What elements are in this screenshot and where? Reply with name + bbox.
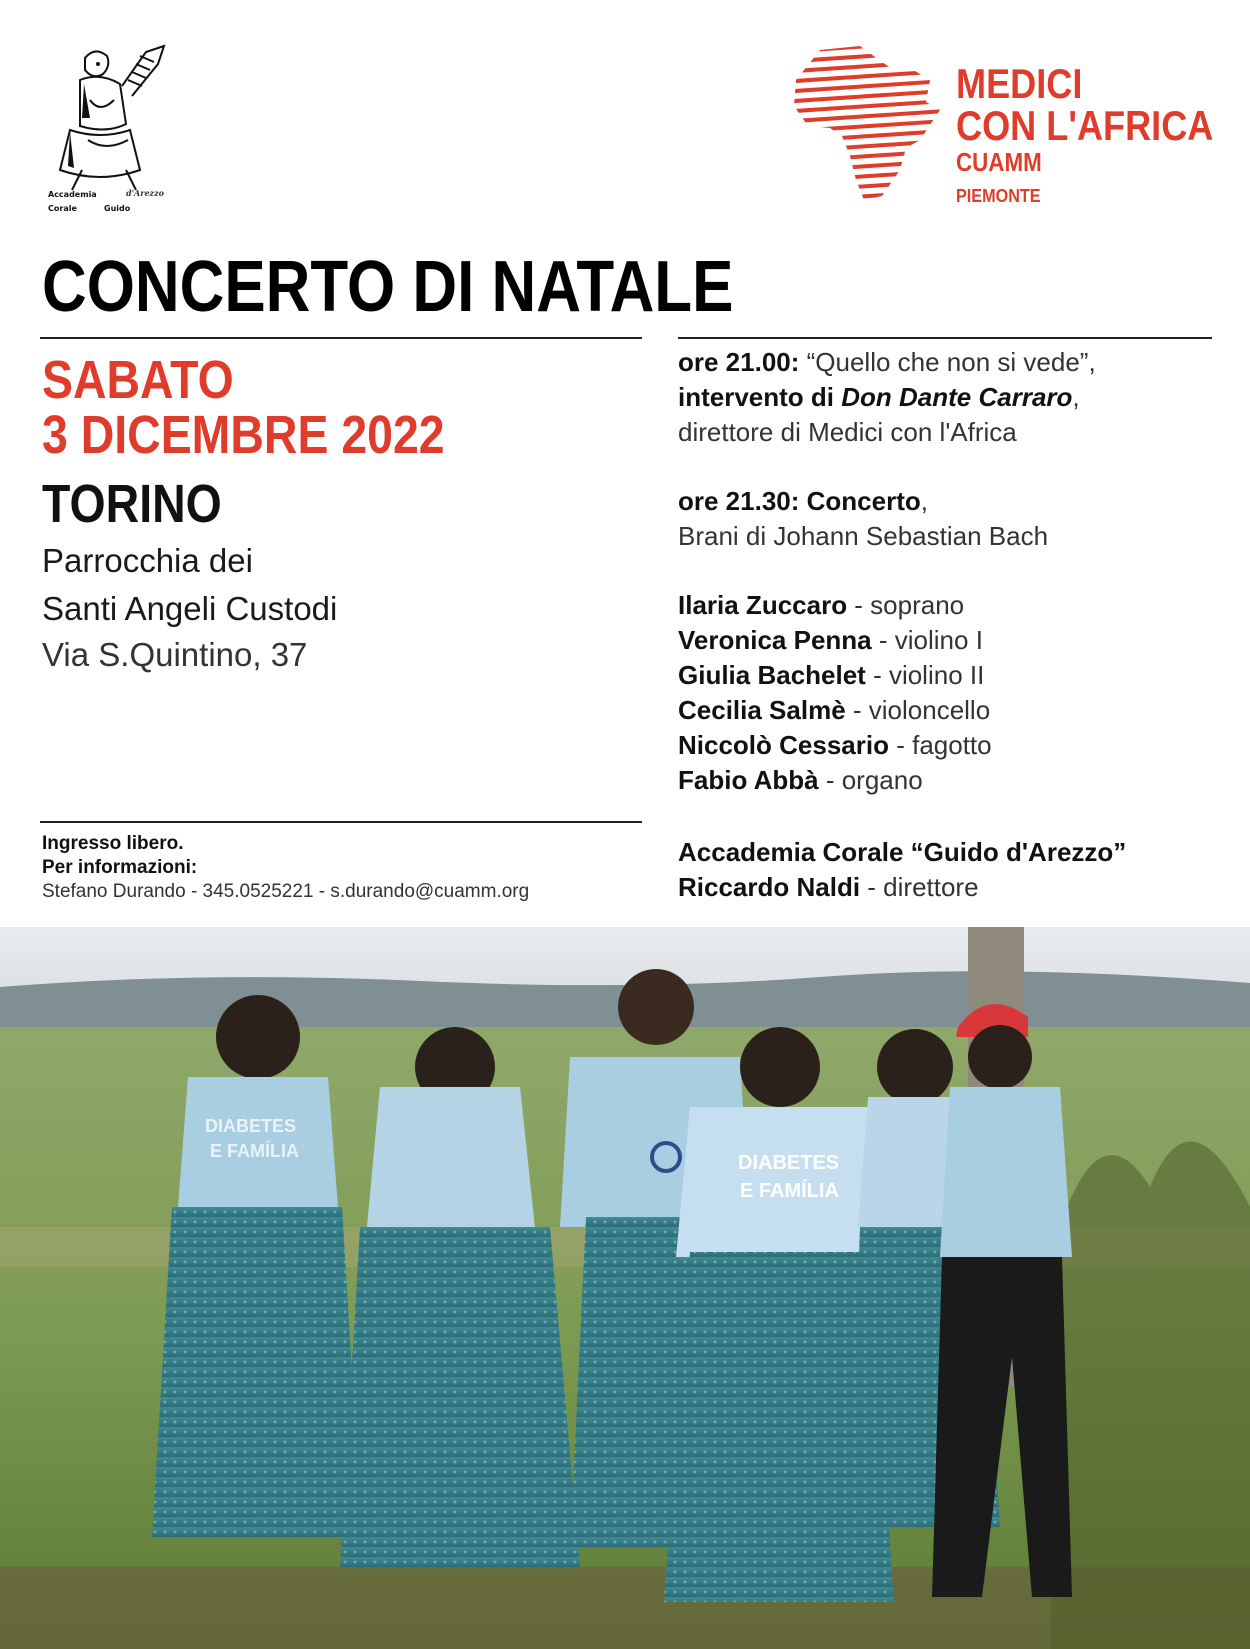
performer-role: - fagotto xyxy=(888,730,992,760)
program-item-1 xyxy=(678,345,1218,380)
medici-con-africa-logo xyxy=(790,40,1220,220)
program-block xyxy=(678,345,1218,905)
event-date: 3 DICEMBRE 2022 xyxy=(42,405,445,465)
choir-name: Accademia Corale “Guido d'Arezzo” xyxy=(678,837,1127,867)
performer-role: - organo xyxy=(818,765,923,795)
performer-row xyxy=(678,693,1218,728)
performer-role: - violino I xyxy=(871,625,983,655)
venue-line-1: Parrocchia dei xyxy=(42,542,253,579)
program-1-time: ore 21.00: xyxy=(678,347,800,377)
program-2-desc: Brani di Johann Sebastian Bach xyxy=(678,521,1049,551)
event-day: SABATO xyxy=(42,350,234,410)
event-city: TORINO xyxy=(42,474,222,534)
program-2-comma: , xyxy=(920,486,928,516)
event-photo xyxy=(0,927,1250,1649)
performer-name: Fabio Abbà xyxy=(678,765,819,795)
performer-name: Niccolò Cessario xyxy=(678,730,889,760)
shirt-text-1: DIABETES xyxy=(205,1116,297,1136)
performer-row xyxy=(678,623,1218,658)
performer-role: - violoncello xyxy=(845,695,991,725)
performer-name: Cecilia Salmè xyxy=(678,695,846,725)
guido-word: Guido xyxy=(104,204,131,213)
program-item-2 xyxy=(678,484,1218,519)
performer-row xyxy=(678,728,1218,763)
speaker-name: Don Dante Carraro xyxy=(841,382,1073,412)
cuamm-text: CUAMM xyxy=(956,147,1042,177)
shirt-text-2: DIABETES xyxy=(738,1152,840,1174)
divider-left-top xyxy=(40,337,642,339)
director-role: - direttore xyxy=(860,872,979,902)
event-title: CONCERTO DI NATALE xyxy=(42,247,734,327)
performer-row xyxy=(678,658,1218,693)
performer-role: - violino II xyxy=(865,660,985,690)
accademia-logo xyxy=(40,40,180,220)
performer-role: - soprano xyxy=(847,590,965,620)
speaker-role: direttore di Medici con l'Africa xyxy=(678,417,1017,447)
info-heading: Per informazioni: xyxy=(42,857,198,878)
divider-left-bottom xyxy=(40,821,642,823)
program-1-intro: intervento di xyxy=(678,382,842,412)
entry-text: Ingresso libero. xyxy=(42,833,184,854)
piemonte-text: PIEMONTE xyxy=(956,186,1041,206)
info-block xyxy=(42,832,529,904)
guido-figure-icon xyxy=(40,40,180,200)
shirt-text-2b: E FAMÍLIA xyxy=(740,1180,839,1202)
contact-text: Stefano Durando - 345.0525221 - s.durando@cuamm.org xyxy=(42,881,530,902)
venue-address: Via S.Quintino, 37 xyxy=(42,636,308,673)
women-circle-photo xyxy=(0,927,1250,1649)
performer-name: Veronica Penna xyxy=(678,625,872,655)
shirt-text-1b: E FAMÍLIA xyxy=(210,1141,299,1161)
arezzo-word: d'Arezzo xyxy=(126,188,164,198)
performer-name: Ilaria Zuccaro xyxy=(678,590,848,620)
performer-name: Giulia Bachelet xyxy=(678,660,866,690)
program-2-time: ore 21.30: Concerto xyxy=(678,486,921,516)
divider-right-top xyxy=(678,337,1212,339)
con-africa-text: CON L'AFRICA xyxy=(956,102,1214,149)
accademia-word: Accademia xyxy=(48,190,97,199)
venue-line-2: Santi Angeli Custodi xyxy=(42,590,338,627)
performer-row xyxy=(678,763,1218,798)
performer-row xyxy=(678,588,1218,623)
corale-word: Corale xyxy=(48,204,77,213)
program-1-comma: , xyxy=(1072,382,1080,412)
africa-map-icon xyxy=(790,40,950,210)
director-name: Riccardo Naldi xyxy=(678,872,861,902)
medici-text: MEDICI xyxy=(956,60,1083,107)
program-1-quote: “Quello che non si vede”, xyxy=(799,347,1096,377)
